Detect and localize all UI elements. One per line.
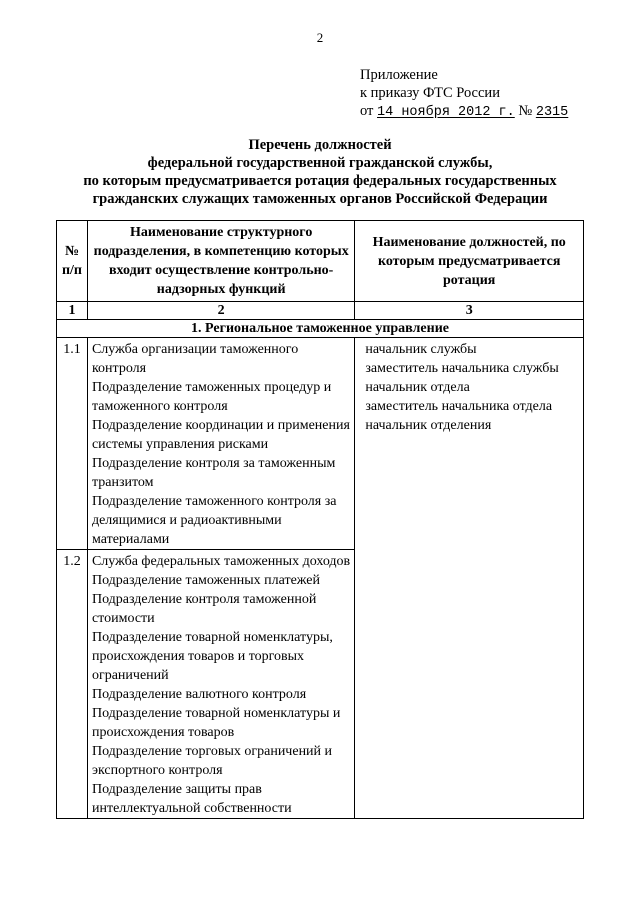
column-numbers-row <box>57 302 584 320</box>
table-row <box>57 338 584 550</box>
header-positions: Наименование должностей, по которым предусматривается ротация <box>355 221 584 302</box>
row-number: 1.2 <box>57 550 88 819</box>
unit-item: Подразделение контроля таможенной стоимости <box>91 592 317 626</box>
column-number-3: 3 <box>355 302 584 320</box>
order-date: 14 ноября 2012 г. <box>377 105 515 120</box>
appendix-label: Приложение <box>360 67 438 83</box>
page-number: 2 <box>316 30 324 45</box>
unit-item: Подразделение товарной номенклатуры и происхождения товаров <box>91 706 341 740</box>
positions-cell <box>355 338 584 819</box>
unit-item: Подразделение контроля за таможенным транзитом <box>91 456 336 490</box>
title-line-1: Перечень должностей <box>248 137 392 153</box>
unit-item: Подразделение таможенных процедур и таможенного контроля <box>91 380 332 414</box>
units-cell <box>87 550 354 819</box>
table-header-row <box>57 221 584 302</box>
section-title: 1. Региональное таможенное управление <box>57 320 584 338</box>
position-item: заместитель начальника службы <box>365 361 559 376</box>
position-item: заместитель начальника отдела <box>365 399 553 414</box>
units-cell <box>87 338 354 550</box>
order-number: 2315 <box>535 105 569 120</box>
unit-item: Подразделение торговых ограничений и экспортного контроля <box>91 744 333 778</box>
position-item: начальник отделения <box>365 418 492 433</box>
positions-table <box>56 220 584 819</box>
unit-item: Подразделение товарной номенклатуры, происхождения товаров и торговых ограничений <box>91 630 333 683</box>
title-line-3: по которым предусматривается ротация федеральных государственных <box>83 173 557 189</box>
row-number: 1.1 <box>57 338 88 550</box>
title-line-2: федеральной государственной гражданской службы, <box>147 155 493 171</box>
position-item: начальник службы <box>365 342 477 357</box>
header-units: Наименование структурного подразделения, в компетенцию которых входит осуществление контрольно-надзорных функций <box>87 221 354 302</box>
unit-item: Служба организации таможенного контроля <box>91 342 299 376</box>
unit-item: Подразделение таможенных платежей <box>91 573 320 588</box>
position-item: начальник отдела <box>365 380 470 395</box>
title-line-4: гражданских служащих таможенных органов Российской Федерации <box>92 191 548 207</box>
appendix-block <box>360 66 582 122</box>
section-row <box>57 320 584 338</box>
appendix-date-line <box>360 102 582 122</box>
unit-item: Служба федеральных таможенных доходов <box>91 554 351 569</box>
unit-item: Подразделение таможенного контроля за делящимися и радиоактивными материалами <box>91 494 337 547</box>
number-prefix: № <box>518 103 533 119</box>
column-number-1: 1 <box>57 302 88 320</box>
column-number-2: 2 <box>87 302 354 320</box>
document-title <box>40 136 600 208</box>
unit-item: Подразделение координации и применения системы управления рисками <box>91 418 350 452</box>
unit-item: Подразделение защиты прав интеллектуальной собственности <box>91 782 292 816</box>
header-num: № п/п <box>57 221 88 302</box>
unit-item: Подразделение валютного контроля <box>91 687 307 702</box>
date-prefix: от <box>360 103 374 119</box>
appendix-order-reference: к приказу ФТС России <box>360 85 500 101</box>
